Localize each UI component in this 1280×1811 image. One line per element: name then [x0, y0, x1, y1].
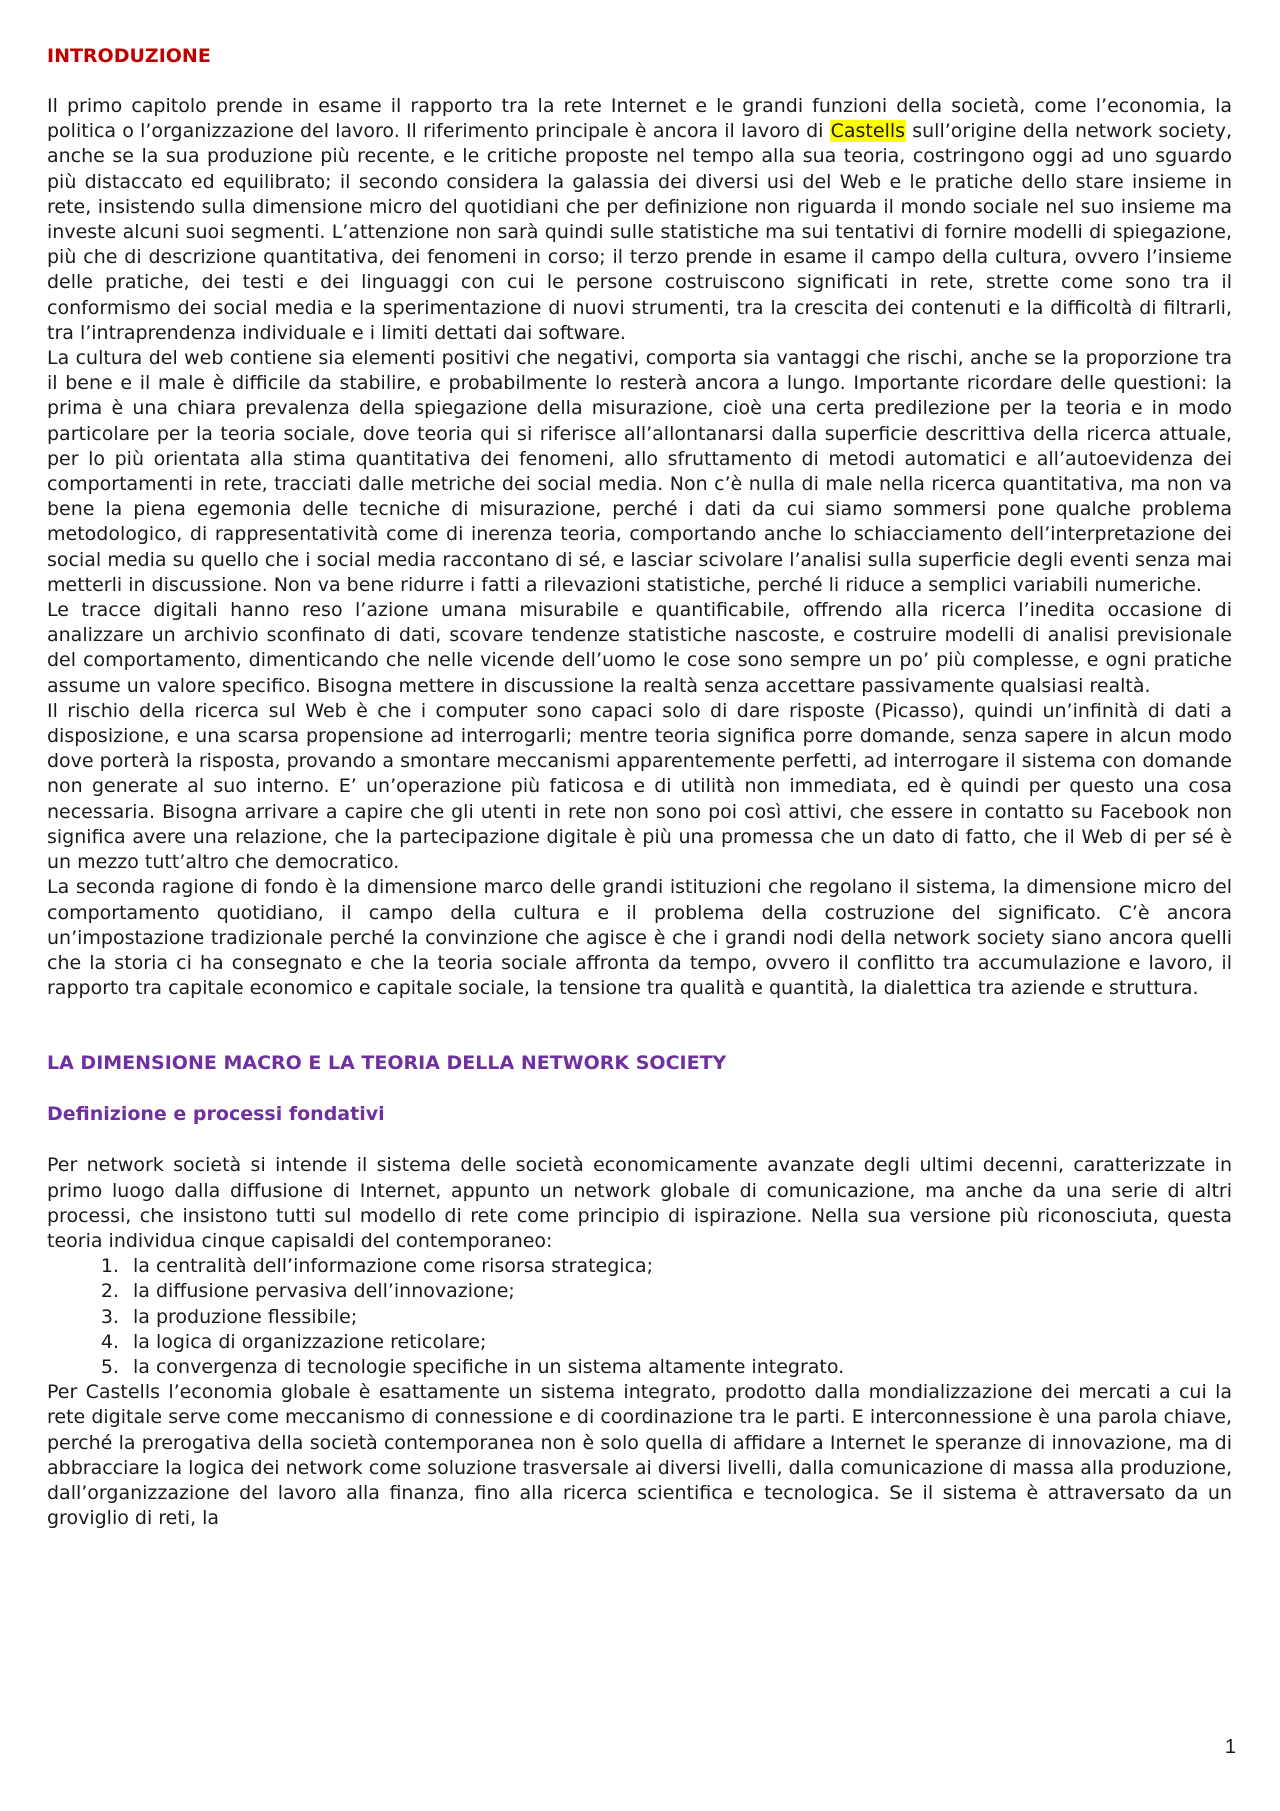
- subsection-heading: Definizione e processi fondativi: [47, 1103, 385, 1126]
- intro-paragraph-2: La cultura del web contiene sia elementi positivi che negativi, comporta sia vantaggi che rischi, anche se la proporzione tra il bene e il male è difficile da stabilire, e probabilmente lo resterà ancora a lungo. Importante ricordare delle questioni: la prima è una chiara prevalenza della spiegazione della misurazione, cioè una certa predilezione per la teoria e in modo particolare per la teoria sociale, dove teoria qui si riferisce all’allontanarsi dalla superficie descrittiva della ricerca attuale, per lo più orientata alla stima quantitativa dei fenomeni, allo sfruttamento di metodi automatici e all’autoevidenza dei comportamenti in rete, tracciati dalle metriche dei social media. Non c’è nulla di male nella ricerca quantitativa, ma non va bene la piena egemonia delle tecniche di misurazione, perché i dati da cui siamo sommersi pone qualche problema metodologico, di rappresentatività come di inerenza teoria, comportando anche lo schiacciamento dell’interpretazione dei social media su quello che i social media raccontano di sé, e lasciar scivolare l’analisi sulla superficie degli eventi senza mai metterli in discussione. Non va bene ridurre i fatti a rilevazioni statistiche, perché li riduce a semplici variabili numeriche.: [47, 347, 1232, 596]
- intro-paragraph-1: [47, 94, 1232, 346]
- intro-heading: INTRODUZIONE: [47, 45, 211, 67]
- list-item: 2. la diffusione pervasiva dell’innovazione;: [125, 1279, 1232, 1304]
- section-paragraph-2: Per Castells l’economia globale è esattamente un sistema integrato, prodotto dalla mondializzazione dei mercati a cui la rete digitale serve come meccanismo di connessione e di coordinazione tra le parti. E interconnessione è una parola chiave, perché la prerogativa della società contemporanea non è solo quella di affidare a Internet le speranze di innovazione, ma di abbracciare la logica dei network come soluzione trasversale ai diversi livelli, dalla comunicazione di massa alla produzione, dall’organizzazione del lavoro alla finanza, fino alla ricerca scientifica e tecnologica. Se il sistema è attraversato da un groviglio di reti, la: [47, 1381, 1232, 1530]
- pillars-list: [47, 1254, 1232, 1380]
- intro-paragraph-5: La seconda ragione di fondo è la dimensione marco delle grandi istituzioni che regolano il sistema, la dimensione micro del comportamento quotidiano, il campo della cultura e il problema della costruzione del significato. C’è ancora un’impostazione tradizionale perché la convinzione che agisce è che i grandi nodi della network society siano ancora quelli che la storia ci ha consegnato e che la teoria sociale affronta da tempo, ovvero il conflitto tra accumulazione e lavoro, il rapporto tra capitale economico e capitale sociale, la tensione tra qualità e quantità, la dialettica tra aziende e struttura.: [47, 876, 1232, 1000]
- intro-paragraph-3: Le tracce digitali hanno reso l’azione umana misurabile e quantificabile, offrendo alla ricerca l’inedita occasione di analizzare un archivio sconfinato di dati, scovare tendenze statistiche nascoste, e costruire modelli di analisi previsionale del comportamento, dimenticando che nelle vicende dell’uomo le cose sono sempre un po’ più complesse, e ogni pratiche assume un valore specifico. Bisogna mettere in discussione la realtà senza accettare passivamente qualsiasi realtà.: [47, 599, 1232, 697]
- list-item: 1. la centralità dell’informazione come risorsa strategica;: [125, 1254, 1232, 1279]
- intro-paragraph-4: Il rischio della ricerca sul Web è che i computer sono capaci solo di dare risposte (Picasso), quindi un’infinità di dati a disposizione, e una scarsa propensione ad interrogarli; mentre teoria significa porre domande, senza sapere in alcun modo dove porterà la risposta, provando a smontare meccanismi apparentemente perfetti, ad interrogare il sistema con domande non generate al suo interno. E’ un’operazione più faticosa e di utilità non immediata, ed è quindi per questo una cosa necessaria. Bisogna arrivare a capire che gli utenti in rete non sono poi così attivi, che essere in contatto su Facebook non significa avere una relazione, che la partecipazione digitale è più una promessa che un dato di fatto, che il Web di per sé è un mezzo tutt’altro che democratico.: [47, 699, 1232, 874]
- list-item: 3. la produzione flessibile;: [125, 1305, 1232, 1330]
- list-item: 4. la logica di organizzazione reticolare;: [125, 1330, 1232, 1355]
- intro-paragraph-1-end: sull’origine della network society, anche se la sua produzione più recente, e le critiche proposte nel tempo alla sua teoria, costringono oggi ad uno sguardo più distaccato ed equilibrato; il secondo considera la galassia dei diversi usi del Web e le pratiche dello stare insieme in rete, insistendo sulla dimensione micro del quotidiani che per definizione non riguarda il mondo sociale nel suo insieme ma investe alcuni suoi segmenti. L’attenzione non sarà quindi sulle statistiche ma sui tentativi di fornire modelli di spiegazione, più che di descrizione quantitativa, dei fenomeni in corso; il terzo prende in esame il campo della cultura, ovvero l’insieme delle pratiche, dei testi e dei linguaggi con cui le persone costruiscono significati in rete, strette come sono tra il conformismo dei social media e la sperimentazione di nuovi strumenti, tra la crescita dei contenuti e la difficoltà di filtrarli, tra l’intraprendenza individuale e i limiti dettati dai software.: [47, 120, 1232, 344]
- intro-paragraph-1-start: Il primo capitolo prende in esame il rapporto tra la rete Internet e le grandi funzioni della società, come l’economia, la politica o l’organizzazione del lavoro. Il riferimento principale è ancora il lavoro di: [47, 95, 1232, 143]
- highlighted-word: Castells: [830, 120, 906, 143]
- page-number: 1: [1224, 1736, 1236, 1758]
- section-heading: LA DIMENSIONE MACRO E LA TEORIA DELLA NETWORK SOCIETY: [47, 1052, 727, 1075]
- document-body: [47, 44, 1232, 1531]
- section-paragraph-1: Per network società si intende il sistema delle società economicamente avanzate degli ultimi decenni, caratterizzate in primo luogo dalla diffusione di Internet, appunto un network globale di comunicazione, ma anche da una serie di altri processi, che insistono tutti sul modello di rete come principio di ispirazione. Nella sua versione più riconosciuta, questa teoria individua cinque capisaldi del contemporaneo:: [47, 1154, 1232, 1252]
- list-item: 5. la convergenza di tecnologie specifiche in un sistema altamente integrato.: [125, 1355, 1232, 1380]
